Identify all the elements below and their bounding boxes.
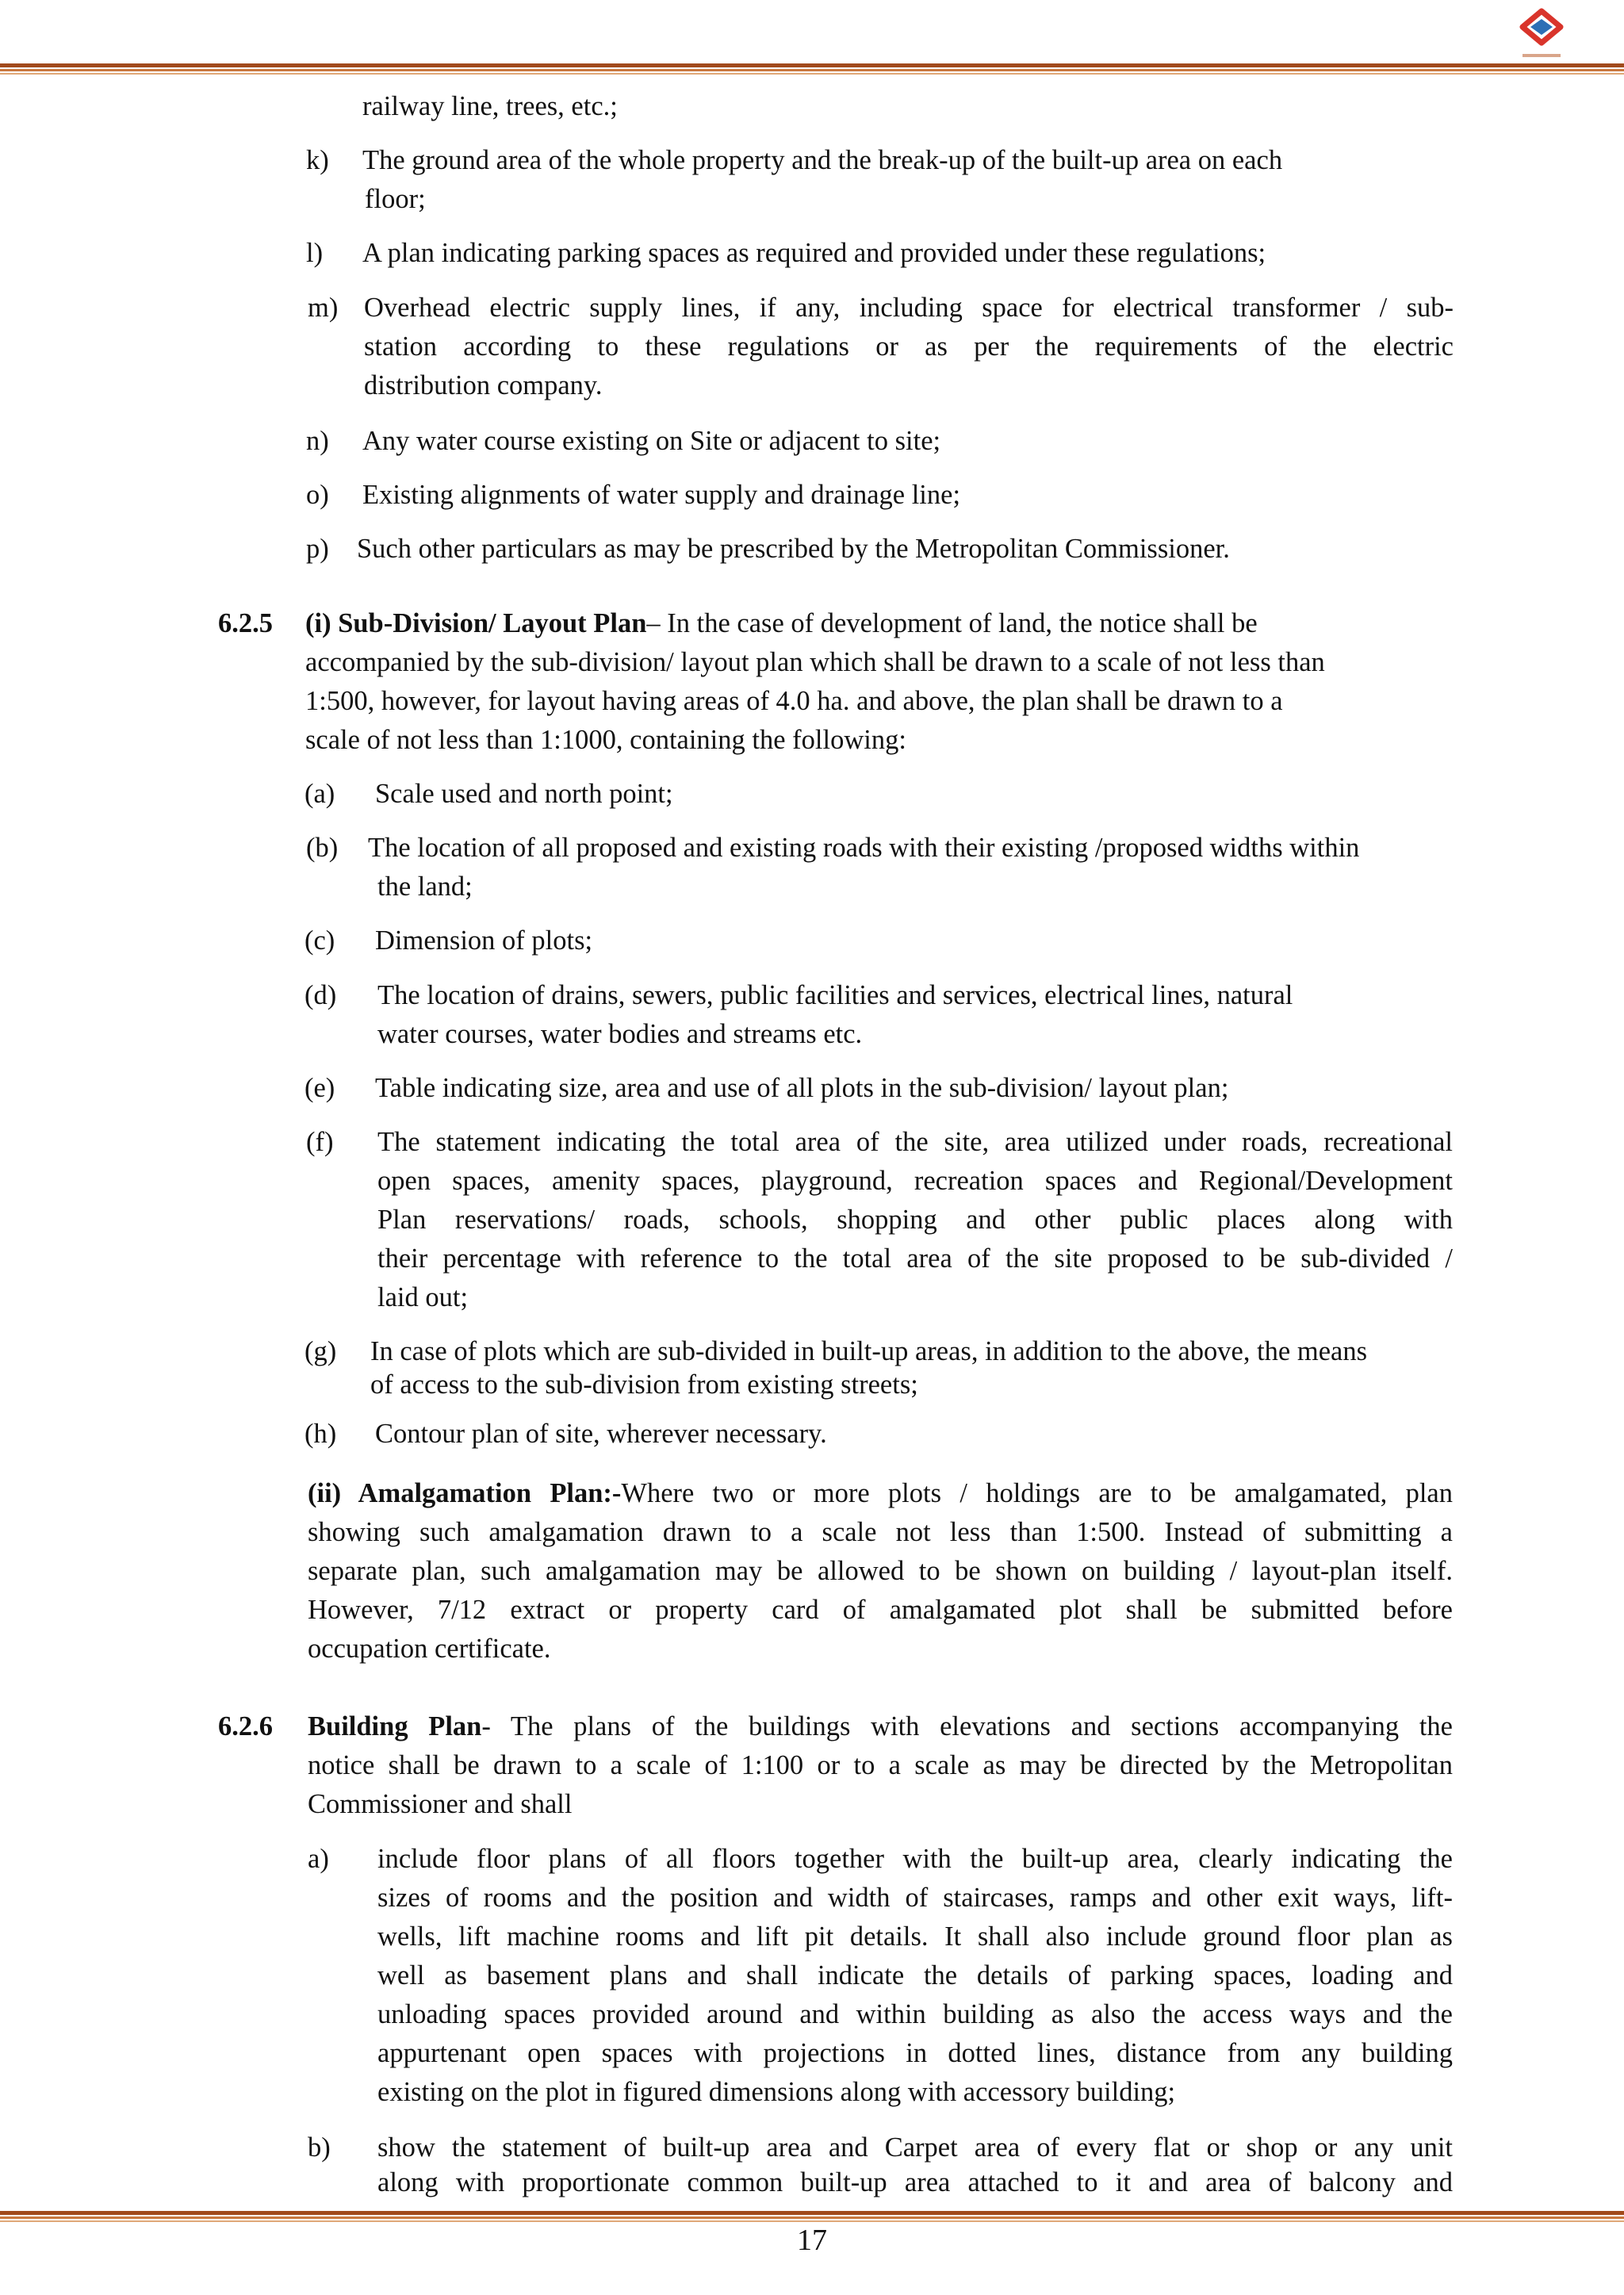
section-heading: Building Plan — [308, 1711, 482, 1741]
amalgamation-heading: (ii) Amalgamation Plan:- — [308, 1478, 622, 1508]
item-p-text: Such other particulars as may be prescribed by the Metropolitan Commissioner. — [357, 534, 1230, 564]
item-f-line: laid out; — [377, 1282, 469, 1312]
item-a-label: (a) — [304, 779, 335, 809]
page-number: 17 — [797, 2224, 827, 2257]
section-intro-text: – In the case of development of land, the notice shall be — [646, 608, 1258, 638]
item-b-label: (b) — [306, 833, 339, 863]
section-number: 6.2.6 — [218, 1711, 273, 1741]
item-m-line: station according to these regulations or as per the requirements of the electric — [364, 331, 1454, 362]
item-m-line: distribution company. — [364, 370, 603, 400]
item-a-line: well as basement plans and shall indicate the details of parking spaces, loading and — [377, 1960, 1453, 1990]
item-a-line: include floor plans of all floors together with the built-up area, clearly indicating the — [377, 1844, 1453, 1874]
item-d-label: (d) — [304, 980, 337, 1010]
item-h-label: (h) — [304, 1419, 337, 1449]
item-f-line: Plan reservations/ roads, schools, shopping and other public places along with — [377, 1205, 1453, 1235]
amalgamation-line — [308, 1474, 1453, 1513]
item-d-line: The location of drains, sewers, public facilities and services, electrical lines, natural — [377, 980, 1293, 1010]
item-d-line: water courses, water bodies and streams etc. — [377, 1019, 863, 1049]
item-j-continuation: railway line, trees, etc.; — [362, 91, 618, 121]
section-intro-text: - The plans of the buildings with elevations and sections accompanying the — [481, 1711, 1453, 1741]
section-intro-line: Commissioner and shall — [308, 1789, 573, 1819]
item-a-line: sizes of rooms and the position and width of staircases, ramps and other exit ways, lift- — [377, 1883, 1453, 1913]
item-k-line: The ground area of the whole property and the break-up of the built-up area on each — [362, 145, 1283, 175]
amalgamation-text: Where two or more plots / holdings are to be amalgamated, plan — [621, 1478, 1453, 1508]
item-n-text: Any water course existing on Site or adjacent to site; — [362, 426, 941, 456]
item-a-text: Scale used and north point; — [375, 779, 673, 809]
item-b-line: show the statement of built-up area and Carpet area of every flat or shop or any unit — [377, 2132, 1453, 2163]
item-l-label: l) — [306, 238, 324, 268]
item-m-label: m) — [308, 293, 339, 323]
item-c-label: (c) — [304, 925, 335, 956]
item-o-label: o) — [306, 480, 329, 510]
section-intro-line: 1:500, however, for layout having areas of 4.0 ha. and above, the plan shall be drawn to a — [305, 686, 1283, 716]
section-intro-line: scale of not less than 1:1000, containing the following: — [305, 725, 906, 755]
item-f-line: their percentage with reference to the total area of the site proposed to be sub-divided / — [377, 1243, 1453, 1274]
item-a-label: a) — [308, 1844, 329, 1874]
section-intro-line: notice shall be drawn to a scale of 1:100 or to a scale as may be directed by the Metropolitan — [308, 1750, 1453, 1780]
item-b-label: b) — [308, 2132, 331, 2163]
item-a-line: unloading spaces provided around and within building as also the access ways and the — [377, 1999, 1453, 2029]
section-625-intro-line — [305, 604, 1258, 643]
item-n-label: n) — [306, 426, 329, 456]
section-intro-line: accompanied by the sub-division/ layout plan which shall be drawn to a scale of not less than — [305, 647, 1325, 677]
item-c-text: Dimension of plots; — [375, 925, 593, 956]
section-number: 6.2.5 — [218, 608, 273, 638]
amalgamation-line: occupation certificate. — [308, 1634, 551, 1664]
company-logo-icon — [1516, 8, 1567, 65]
item-g-line: In case of plots which are sub-divided in built-up areas, in addition to the above, the means — [370, 1336, 1367, 1366]
amalgamation-line: showing such amalgamation drawn to a scale not less than 1:500. Instead of submitting a — [308, 1517, 1453, 1547]
item-f-label: (f) — [306, 1127, 334, 1157]
amalgamation-line: separate plan, such amalgamation may be allowed to be shown on building / layout-plan itself. — [308, 1556, 1453, 1586]
item-b-line: the land; — [377, 872, 473, 902]
item-g-line: of access to the sub-division from existing streets; — [370, 1370, 918, 1400]
amalgamation-line: However, 7/12 extract or property card of amalgamated plot shall be submitted before — [308, 1595, 1453, 1625]
item-o-text: Existing alignments of water supply and drainage line; — [362, 480, 961, 510]
item-l-text: A plan indicating parking spaces as required and provided under these regulations; — [362, 238, 1266, 268]
item-b-line: along with proportionate common built-up area attached to it and area of balcony and — [377, 2167, 1453, 2197]
item-b-line: The location of all proposed and existing roads with their existing /proposed widths within — [368, 833, 1360, 863]
item-m-line: Overhead electric supply lines, if any, including space for electrical transformer / sub- — [364, 293, 1454, 323]
item-e-label: (e) — [304, 1073, 335, 1103]
item-k-label: k) — [306, 145, 329, 175]
item-a-line: appurtenant open spaces with projections in dotted lines, distance from any building — [377, 2038, 1453, 2068]
item-h-text: Contour plan of site, wherever necessary. — [375, 1419, 827, 1449]
item-k-line: floor; — [365, 184, 426, 214]
item-f-line: The statement indicating the total area of the site, area utilized under roads, recreational — [377, 1127, 1453, 1157]
section-626-intro-line — [308, 1707, 1453, 1746]
item-e-text: Table indicating size, area and use of all plots in the sub-division/ layout plan; — [375, 1073, 1229, 1103]
section-heading: (i) Sub-Division/ Layout Plan — [305, 608, 647, 638]
item-g-label: (g) — [304, 1336, 337, 1366]
item-p-label: p) — [306, 534, 329, 564]
item-a-line: existing on the plot in figured dimensions along with accessory building; — [377, 2077, 1176, 2107]
item-f-line: open spaces, amenity spaces, playground, recreation spaces and Regional/Development — [377, 1166, 1453, 1196]
item-a-line: wells, lift machine rooms and lift pit details. It shall also include ground floor plan as — [377, 1921, 1453, 1952]
